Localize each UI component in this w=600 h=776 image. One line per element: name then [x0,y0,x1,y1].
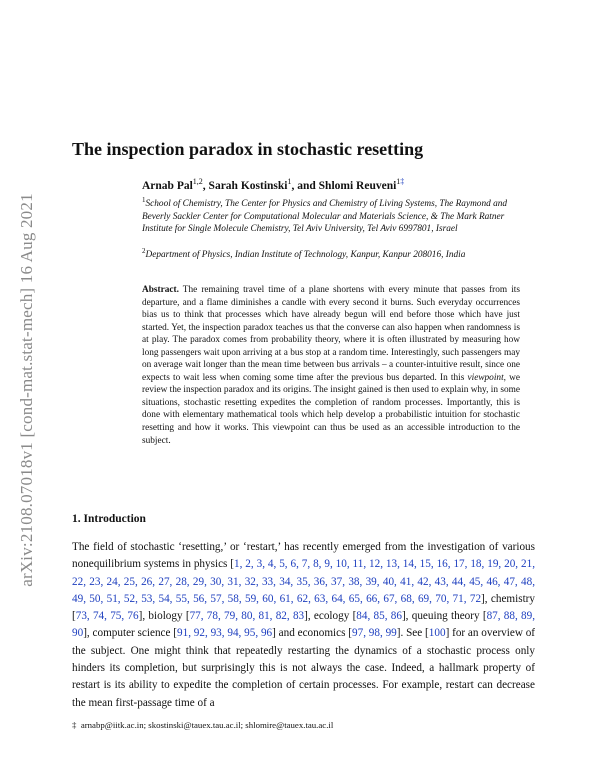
author-name: Arnab Pal [142,179,193,192]
citation-links[interactable]: 84, 85, 86 [356,610,402,623]
affiliation-sup: 2 [142,247,146,255]
affiliation-text: School of Chemistry, The Center for Physics and Chemistry of Living Systems, The Raymond and Beverly Sackler Center for Computational Molecular and Materials Science, & The Mark Ratner Institute for Single Molecule Chemistry, Tel Aviv University, Tel Aviv 6997801, Israel [142,199,508,235]
citation-links[interactable]: 91, 92, 93, 94, 95, 96 [177,627,273,640]
intro-text: ] for an overview of the subject. One might think that repeatedly restarting the dynamics of a stochastic process only hinders its completion, but surprisingly this is not always the case. Indeed, a hallmark property of restart is its ability to expedite the completion of certain processes. For example, restart can decrease the mean first-passage time of a [72,627,536,709]
citation-links[interactable]: 100 [428,627,446,640]
author-separator: , and [291,179,319,192]
citation-links[interactable]: 87, 88, 89, 90 [72,610,536,640]
author-affiliation-sup: 1 [287,177,292,186]
intro-text: ] and economics [ [272,627,352,640]
author-name: Shlomi Reuveni [318,179,397,192]
abstract-text: , we review the inspection paradox and its origins. The insight gained is then used to explain why, in some situations, stochastic resetting expedites the completion of random processes. Importantly, this is done with elementary mathematical tools which help develop a probabilistic intuition for stochastic resetting and how it works. This viewpoint can thus be used as an accessible introduction to the subject. [142,372,520,446]
author-separator: , [202,179,209,192]
intro-text: The field of stochastic ‘resetting,’ or ‘restart,’ has recently emerged from the investigation of various nonequilibrium systems in physics [ [72,541,535,571]
affiliation-text: Department of Physics, Indian Institute of Technology, Kanpur, Kanpur 208016, India [145,250,466,261]
footnote [72,720,333,730]
section-heading: 1. Introduction [72,513,146,525]
affiliation-sup: 1 [142,196,146,204]
corresponding-author-link[interactable]: ‡ [400,177,405,186]
author-affiliation-sup: 1‡ [396,177,405,186]
intro-text: ], ecology [ [304,610,357,623]
citation-links[interactable]: 97, 98, 99 [352,627,397,640]
introduction-paragraph [72,539,535,712]
abstract-text: The remaining travel time of a plane shortens with every minute that passes from its departure, and a flame diminishes a candle with every second it burns. Such everyday occurrences bias us to think that processes which have already begun will end before those which have just started. Yet, the inspection paradox teaches us that the converse can also happen when randomness is at play. The paradox comes from probability theory, where it is often illustrated by measuring how long passengers wait upon arriving at a bus stop at a random time. Interestingly, such passengers may on average wait longer than the mean time between bus arrivals – a counter-intuitive result, since one expects to wait less when coming some time after the previous bus departed. In this [142,285,520,383]
arxiv-identifier-stamp [8,160,46,620]
paper-title: The inspection paradox in stochastic resetting [72,139,424,159]
intro-text: ], chemistry [ [72,592,535,623]
footnote-emails: arnabp@iitk.ac.in; skostinski@tauex.tau.ac.il; shlomire@tauex.tau.ac.il [80,720,334,730]
author-list [142,177,404,192]
footnote-mark: ‡ [72,720,77,730]
citation-links[interactable]: 1, 2, 3, 4, 5, 6, 7, 8, 9, 10, 11, 12, 13, 14, 15, 16, 17, 18, 19, 20, 21, 22, 23, 24, 25, 26, 27, 28, 29, 30, 31, 32, 33, 34, 35, 36, 37, 38, 39, 40, 41, 42, 43, 44, 45, 46, 47, 48, 49, 50, 51, 52, 53, 54, 55, 56, 57, 58, 59, 60, 61, 62, 63, 64, 65, 66, 67, 68, 69, 70, 71, 72 [72,558,535,605]
affiliation-1 [142,194,520,236]
citation-links[interactable]: 73, 74, 75, 76 [75,610,139,623]
affiliation-2 [142,245,520,262]
intro-text: ], computer science [ [83,627,178,640]
arxiv-identifier-text: arXiv:2108.07018v1 [cond-mat.stat-mech] 16 Aug 2021 [17,193,37,587]
author-name: Sarah Kostinski [208,179,288,192]
citation-links[interactable]: 77, 78, 79, 80, 81, 82, 83 [189,610,305,623]
abstract [142,284,520,447]
intro-text: ]. See [ [396,627,429,640]
intro-text: ], biology [ [138,610,190,623]
abstract-heading: Abstract. [142,285,179,295]
abstract-emphasis: viewpoint [467,372,504,383]
author-affiliation-sup: 1,2 [192,177,203,186]
intro-text: ], queuing theory [ [401,610,487,623]
